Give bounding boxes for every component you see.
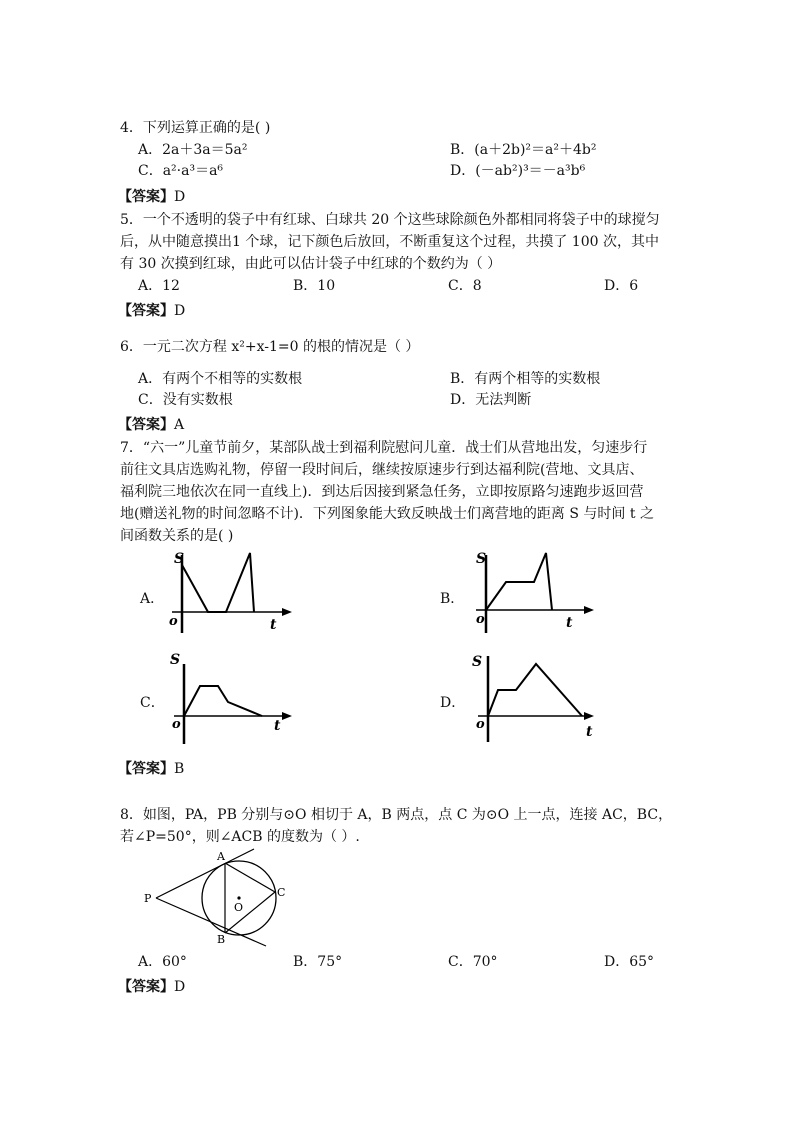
q5-option-a: A．12 xyxy=(138,278,180,294)
tangent-pb xyxy=(156,898,266,946)
q4-stem: 4．下列运算正确的是( ) xyxy=(120,120,271,136)
q4-option-c: C．a²·a³＝a⁶ xyxy=(138,163,224,179)
q7-line1: 7．“六一”儿童节前夕，某部队战士到福利院慰问儿童．战士们从营地出发，匀速步行 xyxy=(120,440,648,456)
answer-label: 【答案】 xyxy=(118,979,174,995)
q7-option-c-label: C． xyxy=(140,695,165,711)
q7-graph-d xyxy=(470,650,600,746)
q8-option-d: D．65° xyxy=(604,954,655,970)
q4-option-d: D．(－ab²)³＝－a³b⁶ xyxy=(450,163,586,179)
q7-line2: 前往文具店选购礼物，停留一段时间后，继续按原速步行到达福利院(营地、文具店、 xyxy=(120,462,644,478)
label-o: O xyxy=(234,901,244,914)
q7-line3: 福利院三地依次在同一直线上)．到达后因接到紧急任务，立即按原路匀速跑步返回营 xyxy=(120,484,644,500)
segment-ac xyxy=(225,863,275,892)
s-label: S xyxy=(170,652,181,668)
answer-label: 【答案】 xyxy=(118,761,174,777)
q8-line2: 若∠P=50°，则∠ACB 的度数为（ ）. xyxy=(120,829,360,845)
graph-line xyxy=(184,686,262,716)
q5-line1: 5．一个不透明的袋子中有红球、白球共 20 个这些球除颜色外都相同将袋子中的球搅匀 xyxy=(120,212,660,228)
q7-graph-a xyxy=(168,545,300,635)
q5-option-c: C．8 xyxy=(448,278,482,294)
q6-answer-value: A xyxy=(174,417,185,433)
o-label: o xyxy=(169,614,178,629)
q8-option-c: C．70° xyxy=(448,954,498,970)
q8-line1: 8．如图，PA，PB 分别与⊙O 相切于 A，B 两点，点 C 为⊙O 上一点，连接 AC，BC， xyxy=(120,807,673,823)
center-dot xyxy=(237,896,240,899)
s-label: S xyxy=(174,551,185,567)
q7-option-a-label: A． xyxy=(140,591,165,607)
q8-option-a: A．60° xyxy=(138,954,187,970)
answer-label: 【答案】 xyxy=(118,417,174,433)
q5-answer-value: D xyxy=(174,303,186,319)
o-label: o xyxy=(172,717,181,732)
q8-answer xyxy=(118,976,185,996)
x-axis-arrow xyxy=(584,712,594,720)
q6-option-d: D．无法判断 xyxy=(450,392,532,408)
x-axis-arrow xyxy=(584,606,594,614)
graph-line xyxy=(182,553,254,612)
q7-option-b-label: B． xyxy=(440,591,465,607)
answer-label: 【答案】 xyxy=(118,189,174,205)
q7-graph-b xyxy=(470,545,602,635)
q4-answer-value: D xyxy=(174,189,186,205)
q6-option-c: C．没有实数根 xyxy=(138,392,233,408)
x-axis-arrow xyxy=(282,608,292,616)
q7-line4: 地(赠送礼物的时间忽略不计)．下列图象能大致反映战士们离营地的距离 S 与时间 t 之 xyxy=(120,506,654,522)
q6-option-b: B．有两个相等的实数根 xyxy=(450,371,601,387)
t-label: t xyxy=(270,617,277,633)
label-c: C xyxy=(277,886,286,899)
label-p: P xyxy=(144,892,152,905)
q7-line5: 间函数关系的是( ) xyxy=(120,528,234,544)
tangent-pa xyxy=(156,849,254,898)
q8-option-b: B．75° xyxy=(293,954,343,970)
graph-line xyxy=(486,553,552,610)
segment-bc xyxy=(225,892,275,933)
s-label: S xyxy=(476,551,487,567)
q5-answer xyxy=(118,300,185,320)
o-label: o xyxy=(476,717,485,732)
graph-line xyxy=(488,664,582,716)
q7-answer xyxy=(118,758,184,778)
o-label: o xyxy=(476,612,485,627)
answer-label: 【答案】 xyxy=(118,303,174,319)
q8-answer-value: D xyxy=(174,979,186,995)
q5-option-d: D．6 xyxy=(604,278,639,294)
q5-option-b: B．10 xyxy=(293,278,336,294)
t-label: t xyxy=(566,615,573,631)
q6-stem: 6．一元二次方程 x²+x-1=0 的根的情况是（ ） xyxy=(120,339,420,355)
label-a: A xyxy=(217,850,225,863)
x-axis-arrow xyxy=(282,712,292,720)
q8-figure xyxy=(140,845,300,950)
t-label: t xyxy=(586,724,593,740)
q7-option-d-label: D． xyxy=(440,695,466,711)
t-label: t xyxy=(274,718,281,734)
q6-answer xyxy=(118,414,184,434)
q4-option-a: A．2a＋3a＝5a² xyxy=(138,142,248,158)
q4-answer xyxy=(118,186,185,206)
q5-line3: 有 30 次摸到红球，由此可以估计袋子中红球的个数约为（ ） xyxy=(120,256,502,272)
q5-line2: 后，从中随意摸出1 个球，记下颜色后放回，不断重复这个过程，共摸了 100 次，其中 xyxy=(120,234,659,250)
q7-answer-value: B xyxy=(174,761,185,777)
q4-option-b: B．(a＋2b)²＝a²＋4b² xyxy=(450,142,597,158)
q7-graph-c xyxy=(168,650,300,746)
q6-option-a: A．有两个不相等的实数根 xyxy=(138,371,303,387)
s-label: S xyxy=(472,654,483,670)
label-b: B xyxy=(217,933,226,946)
